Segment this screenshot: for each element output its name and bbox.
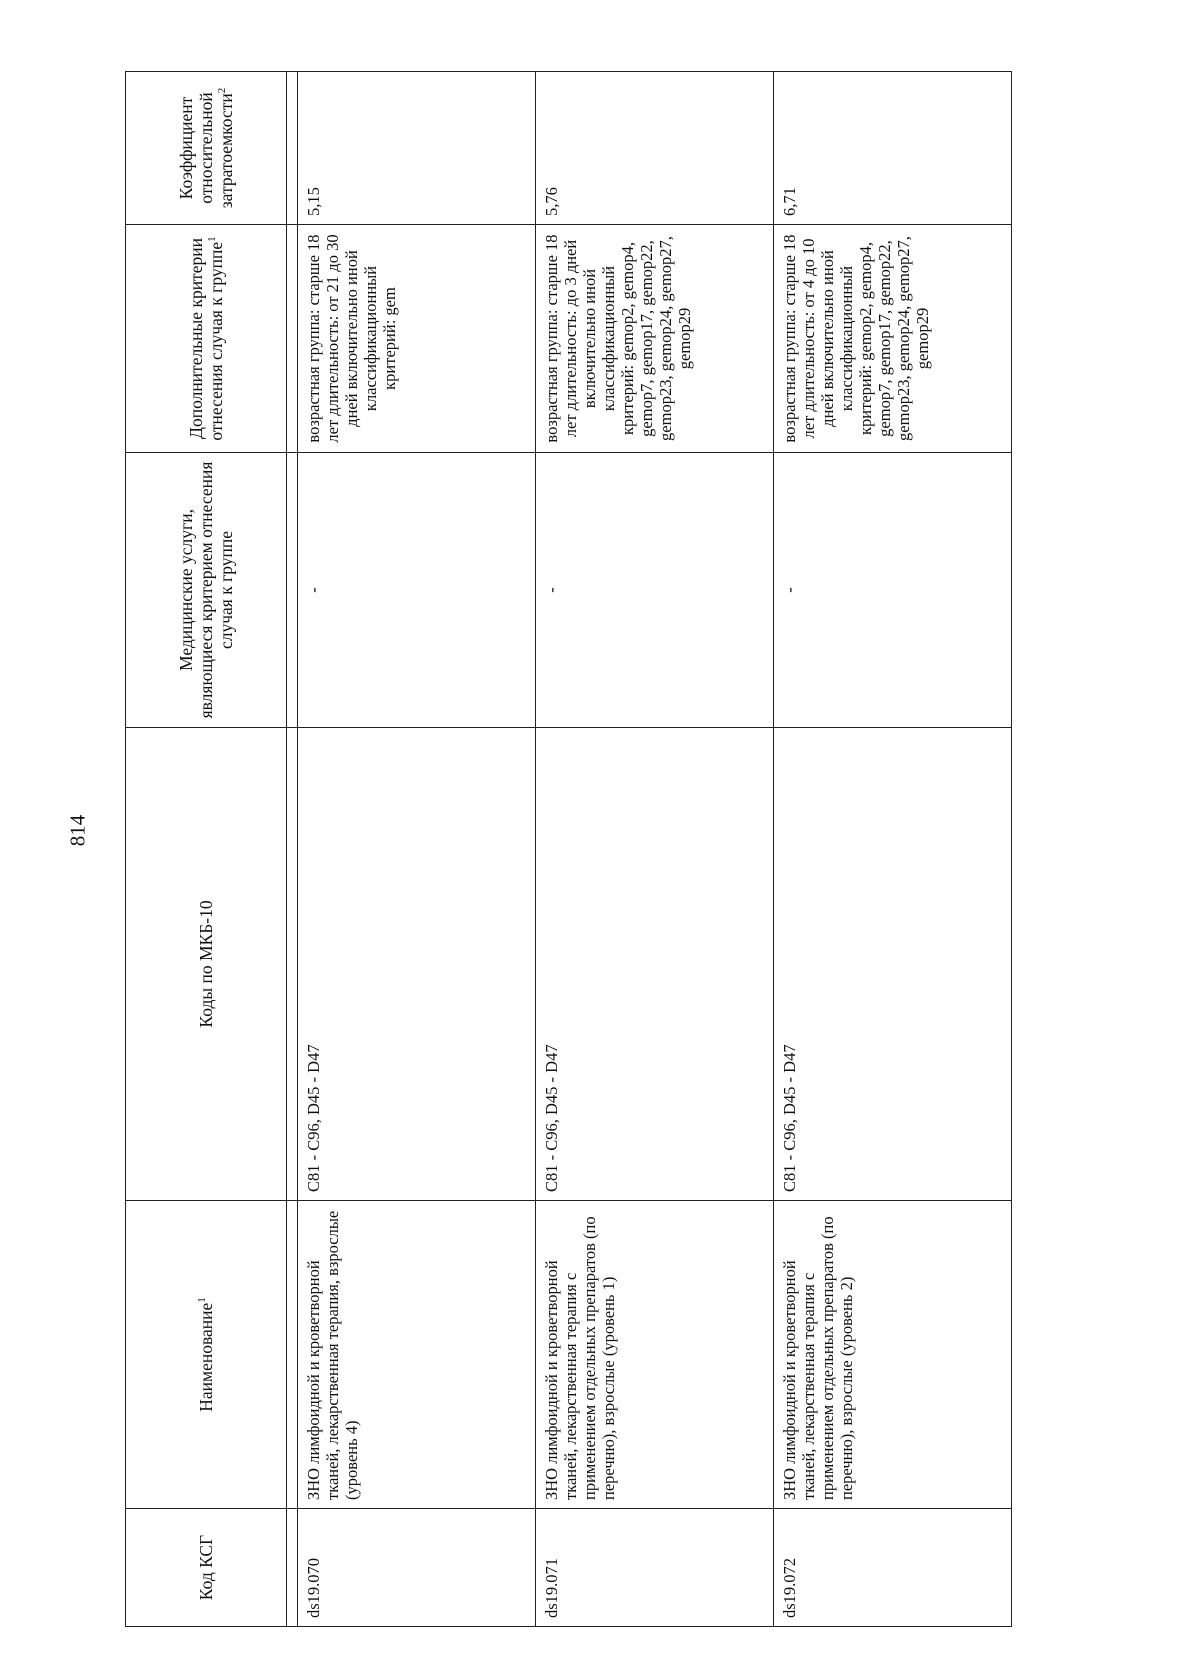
cell-mkb: C81 - C96, D45 - D47 xyxy=(774,728,1012,1201)
cell-code: ds19.071 xyxy=(536,1509,774,1627)
table-header-row xyxy=(126,72,287,1627)
table-row xyxy=(774,72,1012,1627)
header-coef: Коэффициент относительной затратоемкости$^2$ xyxy=(126,72,287,225)
ksg-table xyxy=(125,71,1012,1627)
header-code: Код КСГ xyxy=(126,1509,287,1627)
spacer-cell xyxy=(287,225,298,453)
header-name: Наименование$^1$ xyxy=(126,1201,287,1509)
cell-criteria: возрастная группа: старше 18 лет длительность: от 4 до 10 дней включительно иной классификационный критерий: gemop2, gemop4, gemop7, gemop17, gemop22, gemop23, gemop24, gemop27, gemop29 xyxy=(774,225,1012,453)
header-mkb: Коды по МКБ-10 xyxy=(126,728,287,1201)
spacer-cell xyxy=(287,1201,298,1509)
spacer-cell xyxy=(287,453,298,728)
table-row xyxy=(298,72,536,1627)
cell-criteria: возрастная группа: старше 18 лет длительность: до 3 дней включительно иной классификационный критерий: gemop2, gemop4, gemop7, gemop17, gemop22, gemop23, gemop24, gemop27, gemop29 xyxy=(536,225,774,453)
cell-code: ds19.072 xyxy=(774,1509,1012,1627)
cell-services: - xyxy=(536,453,774,728)
spacer-cell xyxy=(287,1509,298,1627)
spacer-cell xyxy=(287,728,298,1201)
cell-coef: 5,15 xyxy=(298,72,536,225)
cell-name: ЗНО лимфоидной и кроветворной тканей, лекарственная терапия, взрослые (уровень 4) xyxy=(298,1201,536,1509)
cell-name: ЗНО лимфоидной и кроветворной тканей, лекарственная терапия с применением отдельных препаратов (по перечню), взрослые (уровень 1) xyxy=(536,1201,774,1509)
cell-services: - xyxy=(298,453,536,728)
page-number: 814 xyxy=(65,814,90,847)
cell-name: ЗНО лимфоидной и кроветворной тканей, лекарственная терапия с применением отдельных препаратов (по перечню), взрослые (уровень 2) xyxy=(774,1201,1012,1509)
table-container xyxy=(125,72,1077,1627)
cell-coef: 6,71 xyxy=(774,72,1012,225)
table-spacer-row xyxy=(287,72,298,1627)
header-services: Медицинские услуги, являющиеся критерием отнесения случая к группе xyxy=(126,453,287,728)
cell-mkb: C81 - C96, D45 - D47 xyxy=(298,728,536,1201)
cell-criteria: возрастная группа: старше 18 лет длительность: от 21 до 30 дней включительно иной классификационный критерий: gem xyxy=(298,225,536,453)
cell-mkb: C81 - C96, D45 - D47 xyxy=(536,728,774,1201)
cell-code: ds19.070 xyxy=(298,1509,536,1627)
header-criteria: Дополнительные критерии отнесения случая к группе$^1$ xyxy=(126,225,287,453)
cell-coef: 5,76 xyxy=(536,72,774,225)
spacer-cell xyxy=(287,72,298,225)
table-row xyxy=(536,72,774,1627)
cell-services: - xyxy=(774,453,1012,728)
